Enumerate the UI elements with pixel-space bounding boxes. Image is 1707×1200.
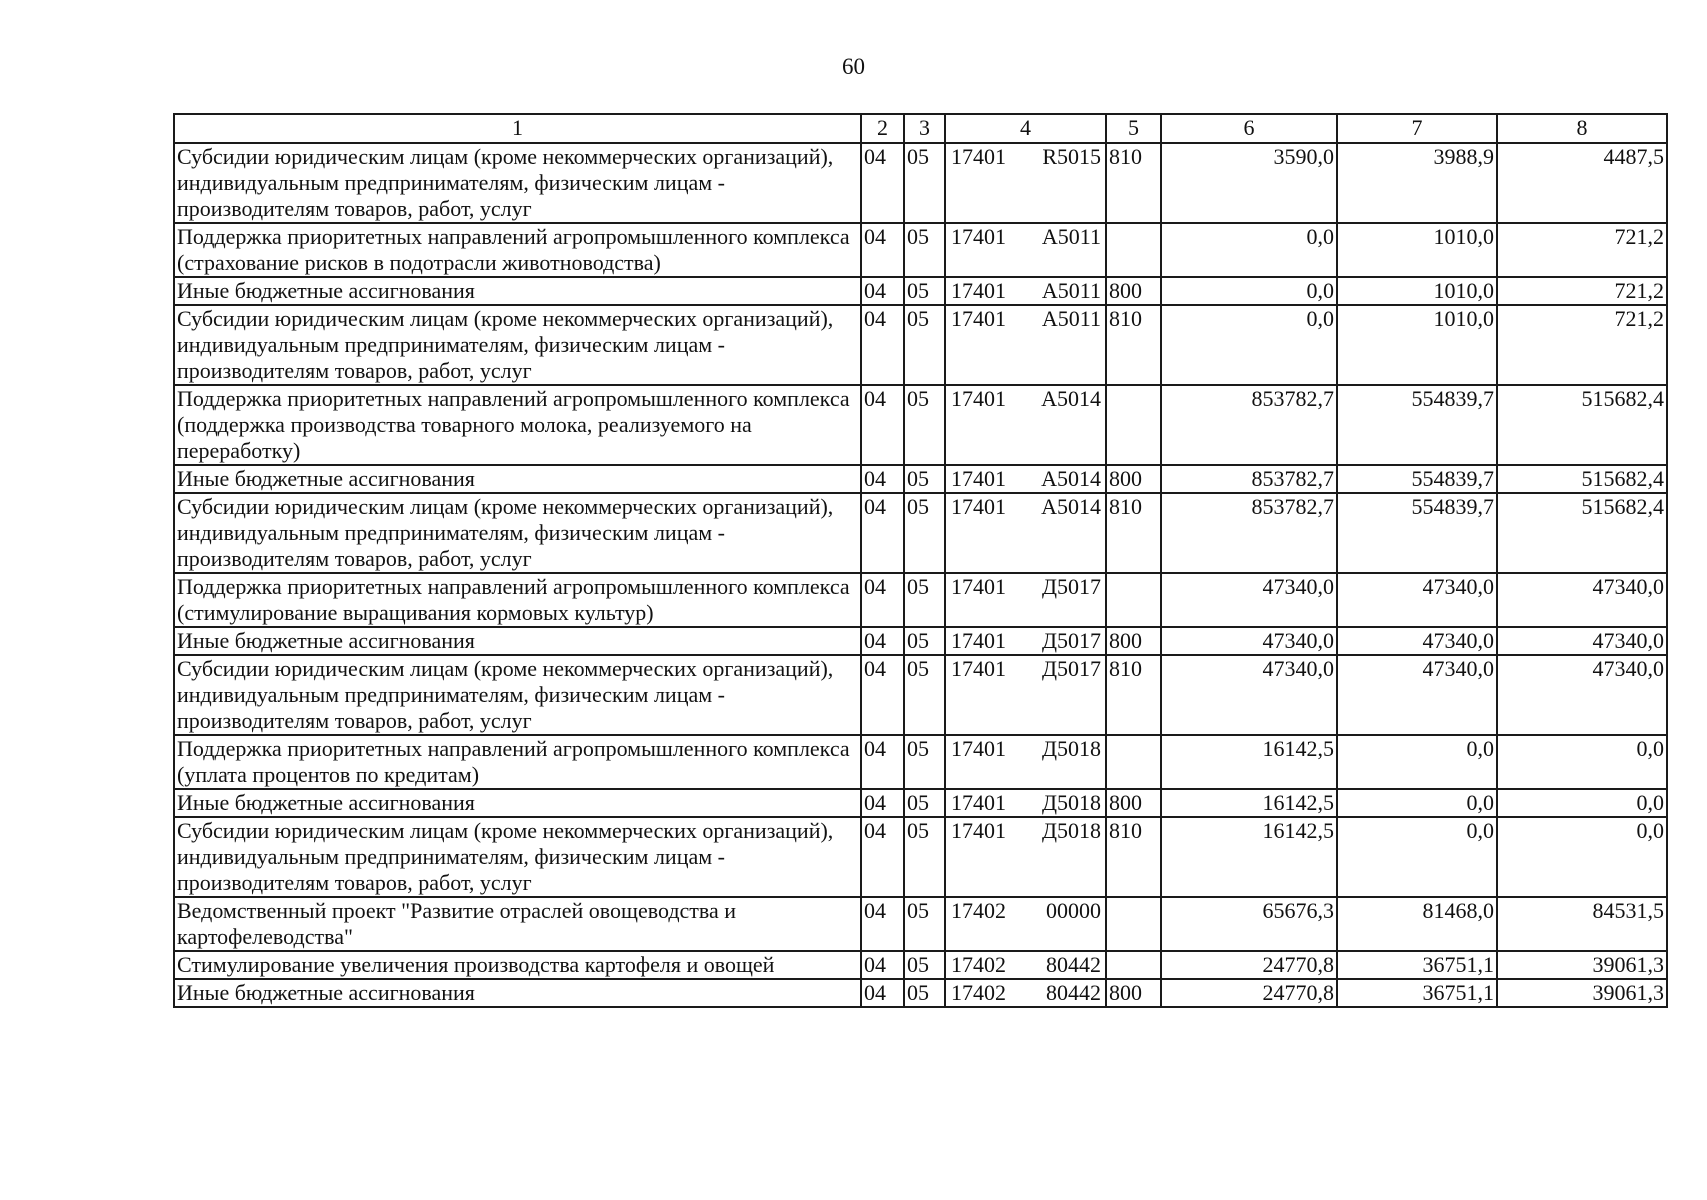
target-code-program: 17401 xyxy=(951,790,1006,815)
target-code-wrap xyxy=(948,574,1103,600)
table-row xyxy=(174,979,1667,1007)
row-section-code: 04 xyxy=(861,465,904,493)
target-code-program: 17401 xyxy=(951,306,1006,331)
target-code-direction: 80442 xyxy=(1046,952,1101,977)
target-code-direction: 00000 xyxy=(1046,898,1101,923)
target-code-program: 17401 xyxy=(951,628,1006,653)
row-value-col-8: 84531,5 xyxy=(1497,897,1667,951)
row-expense-type xyxy=(1106,573,1161,627)
row-name: Поддержка приоритетных направлений агропромышленного комплекса (уплата процентов по кредитам) xyxy=(174,735,861,789)
row-section-code: 04 xyxy=(861,493,904,573)
page-number: 60 xyxy=(842,54,865,79)
row-expense-type: 800 xyxy=(1106,627,1161,655)
row-value-col-6: 3590,0 xyxy=(1161,143,1337,223)
target-code-direction: Д5018 xyxy=(1041,736,1101,761)
row-target-code xyxy=(945,305,1106,385)
row-section-code: 04 xyxy=(861,897,904,951)
header-col-4: 4 xyxy=(945,114,1106,143)
row-target-code xyxy=(945,573,1106,627)
table-row xyxy=(174,627,1667,655)
row-value-col-7: 47340,0 xyxy=(1337,573,1497,627)
target-code-program: 17401 xyxy=(951,818,1006,843)
row-section-code: 04 xyxy=(861,789,904,817)
table-row xyxy=(174,655,1667,735)
target-code-wrap xyxy=(948,494,1103,520)
target-code-direction: Д5018 xyxy=(1041,818,1101,843)
row-expense-type: 800 xyxy=(1106,979,1161,1007)
row-section-code: 04 xyxy=(861,735,904,789)
row-name: Иные бюджетные ассигнования xyxy=(174,979,861,1007)
table-row xyxy=(174,305,1667,385)
header-row xyxy=(174,114,1667,143)
target-code-program: 17401 xyxy=(951,656,1006,681)
row-value-col-6: 16142,5 xyxy=(1161,789,1337,817)
target-code-program: 17401 xyxy=(951,224,1006,249)
target-code-direction: 80442 xyxy=(1046,980,1101,1005)
row-value-col-8: 47340,0 xyxy=(1497,655,1667,735)
target-code-program: 17401 xyxy=(951,574,1006,599)
target-code-direction: А5011 xyxy=(1041,224,1101,249)
target-code-wrap xyxy=(948,656,1103,682)
table-row xyxy=(174,897,1667,951)
row-target-code xyxy=(945,979,1106,1007)
target-code-wrap xyxy=(948,818,1103,844)
row-value-col-7: 0,0 xyxy=(1337,735,1497,789)
target-code-wrap xyxy=(948,898,1103,924)
row-target-code xyxy=(945,655,1106,735)
target-code-direction: А5011 xyxy=(1041,306,1101,331)
row-subsection-code: 05 xyxy=(904,735,945,789)
row-value-col-8: 0,0 xyxy=(1497,817,1667,897)
row-subsection-code: 05 xyxy=(904,573,945,627)
row-section-code: 04 xyxy=(861,385,904,465)
row-value-col-7: 47340,0 xyxy=(1337,655,1497,735)
row-name: Поддержка приоритетных направлений агропромышленного комплекса (стимулирование выращивания кормовых культур) xyxy=(174,573,861,627)
row-subsection-code: 05 xyxy=(904,385,945,465)
row-section-code: 04 xyxy=(861,655,904,735)
row-expense-type: 810 xyxy=(1106,493,1161,573)
table-row xyxy=(174,573,1667,627)
row-target-code xyxy=(945,277,1106,305)
row-subsection-code: 05 xyxy=(904,897,945,951)
row-value-col-6: 65676,3 xyxy=(1161,897,1337,951)
table-body xyxy=(174,143,1667,1007)
row-value-col-8: 515682,4 xyxy=(1497,493,1667,573)
row-value-col-6: 853782,7 xyxy=(1161,385,1337,465)
row-expense-type xyxy=(1106,385,1161,465)
row-name: Стимулирование увеличения производства картофеля и овощей xyxy=(174,951,861,979)
target-code-direction: Д5017 xyxy=(1041,574,1101,599)
row-value-col-8: 515682,4 xyxy=(1497,465,1667,493)
row-value-col-7: 0,0 xyxy=(1337,817,1497,897)
target-code-program: 17401 xyxy=(951,278,1006,303)
target-code-wrap xyxy=(948,736,1103,762)
row-expense-type xyxy=(1106,951,1161,979)
target-code-program: 17401 xyxy=(951,494,1006,519)
row-value-col-6: 0,0 xyxy=(1161,223,1337,277)
row-expense-type: 810 xyxy=(1106,143,1161,223)
row-subsection-code: 05 xyxy=(904,143,945,223)
header-col-6: 6 xyxy=(1161,114,1337,143)
row-target-code xyxy=(945,897,1106,951)
row-value-col-8: 39061,3 xyxy=(1497,979,1667,1007)
row-value-col-6: 47340,0 xyxy=(1161,627,1337,655)
row-value-col-6: 0,0 xyxy=(1161,305,1337,385)
row-name: Поддержка приоритетных направлений агропромышленного комплекса (поддержка производства товарного молока, реализуемого на переработку) xyxy=(174,385,861,465)
table-row xyxy=(174,735,1667,789)
row-value-col-7: 81468,0 xyxy=(1337,897,1497,951)
table-row xyxy=(174,817,1667,897)
row-value-col-8: 721,2 xyxy=(1497,277,1667,305)
header-col-3: 3 xyxy=(904,114,945,143)
row-value-col-6: 47340,0 xyxy=(1161,573,1337,627)
row-name: Ведомственный проект "Развитие отраслей овощеводства и картофелеводства" xyxy=(174,897,861,951)
target-code-wrap xyxy=(948,386,1103,412)
row-expense-type: 810 xyxy=(1106,817,1161,897)
row-value-col-7: 36751,1 xyxy=(1337,979,1497,1007)
table-row xyxy=(174,223,1667,277)
row-value-col-6: 16142,5 xyxy=(1161,735,1337,789)
row-expense-type xyxy=(1106,735,1161,789)
target-code-program: 17401 xyxy=(951,386,1006,411)
target-code-wrap xyxy=(948,306,1103,332)
target-code-program: 17402 xyxy=(951,898,1006,923)
table-row xyxy=(174,143,1667,223)
row-section-code: 04 xyxy=(861,627,904,655)
row-value-col-8: 0,0 xyxy=(1497,735,1667,789)
row-value-col-8: 4487,5 xyxy=(1497,143,1667,223)
row-expense-type xyxy=(1106,223,1161,277)
row-subsection-code: 05 xyxy=(904,951,945,979)
row-target-code xyxy=(945,817,1106,897)
row-value-col-7: 0,0 xyxy=(1337,789,1497,817)
row-value-col-6: 853782,7 xyxy=(1161,465,1337,493)
target-code-wrap xyxy=(948,952,1103,978)
row-target-code xyxy=(945,385,1106,465)
row-name: Иные бюджетные ассигнования xyxy=(174,627,861,655)
row-name: Иные бюджетные ассигнования xyxy=(174,789,861,817)
header-col-5: 5 xyxy=(1106,114,1161,143)
header-col-7: 7 xyxy=(1337,114,1497,143)
target-code-wrap xyxy=(948,980,1103,1006)
row-value-col-6: 24770,8 xyxy=(1161,979,1337,1007)
row-section-code: 04 xyxy=(861,573,904,627)
row-value-col-6: 47340,0 xyxy=(1161,655,1337,735)
row-section-code: 04 xyxy=(861,979,904,1007)
row-value-col-6: 16142,5 xyxy=(1161,817,1337,897)
row-section-code: 04 xyxy=(861,143,904,223)
row-subsection-code: 05 xyxy=(904,655,945,735)
row-subsection-code: 05 xyxy=(904,305,945,385)
row-subsection-code: 05 xyxy=(904,493,945,573)
row-value-col-7: 36751,1 xyxy=(1337,951,1497,979)
row-expense-type: 810 xyxy=(1106,655,1161,735)
row-value-col-8: 47340,0 xyxy=(1497,573,1667,627)
row-target-code xyxy=(945,143,1106,223)
row-name: Субсидии юридическим лицам (кроме некоммерческих организаций), индивидуальным предпринимателям, физическим лицам - производителям товаров, работ, услуг xyxy=(174,655,861,735)
row-expense-type: 800 xyxy=(1106,789,1161,817)
row-subsection-code: 05 xyxy=(904,817,945,897)
row-value-col-7: 554839,7 xyxy=(1337,493,1497,573)
row-value-col-8: 721,2 xyxy=(1497,223,1667,277)
row-name: Субсидии юридическим лицам (кроме некоммерческих организаций), индивидуальным предпринимателям, физическим лицам - производителям товаров, работ, услуг xyxy=(174,493,861,573)
row-target-code xyxy=(945,493,1106,573)
target-code-direction: Д5017 xyxy=(1041,656,1101,681)
row-value-col-7: 554839,7 xyxy=(1337,385,1497,465)
row-name: Иные бюджетные ассигнования xyxy=(174,277,861,305)
table-header xyxy=(174,114,1667,143)
row-section-code: 04 xyxy=(861,223,904,277)
row-subsection-code: 05 xyxy=(904,979,945,1007)
target-code-direction: Д5018 xyxy=(1041,790,1101,815)
table-row xyxy=(174,385,1667,465)
row-expense-type: 800 xyxy=(1106,277,1161,305)
row-value-col-7: 47340,0 xyxy=(1337,627,1497,655)
row-name: Субсидии юридическим лицам (кроме некоммерческих организаций), индивидуальным предпринимателям, физическим лицам - производителям товаров, работ, услуг xyxy=(174,817,861,897)
budget-table xyxy=(173,113,1668,1008)
table-row xyxy=(174,465,1667,493)
header-col-2: 2 xyxy=(861,114,904,143)
row-name: Субсидии юридическим лицам (кроме некоммерческих организаций), индивидуальным предпринимателям, физическим лицам - производителям товаров, работ, услуг xyxy=(174,305,861,385)
row-subsection-code: 05 xyxy=(904,465,945,493)
target-code-direction: А5014 xyxy=(1041,466,1101,491)
row-expense-type xyxy=(1106,897,1161,951)
target-code-direction: А5014 xyxy=(1041,386,1101,411)
row-target-code xyxy=(945,951,1106,979)
target-code-program: 17401 xyxy=(951,466,1006,491)
row-subsection-code: 05 xyxy=(904,789,945,817)
row-target-code xyxy=(945,789,1106,817)
row-value-col-7: 3988,9 xyxy=(1337,143,1497,223)
table-row xyxy=(174,277,1667,305)
row-target-code xyxy=(945,465,1106,493)
target-code-program: 17402 xyxy=(951,980,1006,1005)
row-value-col-6: 853782,7 xyxy=(1161,493,1337,573)
target-code-direction: А5014 xyxy=(1041,494,1101,519)
row-value-col-8: 515682,4 xyxy=(1497,385,1667,465)
row-value-col-8: 721,2 xyxy=(1497,305,1667,385)
row-value-col-7: 1010,0 xyxy=(1337,277,1497,305)
row-section-code: 04 xyxy=(861,817,904,897)
row-section-code: 04 xyxy=(861,951,904,979)
row-subsection-code: 05 xyxy=(904,223,945,277)
row-expense-type: 810 xyxy=(1106,305,1161,385)
table-row xyxy=(174,951,1667,979)
table-row xyxy=(174,493,1667,573)
row-value-col-7: 1010,0 xyxy=(1337,305,1497,385)
row-section-code: 04 xyxy=(861,305,904,385)
target-code-wrap xyxy=(948,144,1103,170)
row-name: Субсидии юридическим лицам (кроме некоммерческих организаций), индивидуальным предпринимателям, физическим лицам - производителям товаров, работ, услуг xyxy=(174,143,861,223)
row-value-col-8: 47340,0 xyxy=(1497,627,1667,655)
row-subsection-code: 05 xyxy=(904,277,945,305)
target-code-program: 17401 xyxy=(951,144,1006,169)
row-value-col-8: 39061,3 xyxy=(1497,951,1667,979)
target-code-wrap xyxy=(948,628,1103,654)
header-col-1: 1 xyxy=(174,114,861,143)
row-target-code xyxy=(945,735,1106,789)
target-code-wrap xyxy=(948,466,1103,492)
row-value-col-8: 0,0 xyxy=(1497,789,1667,817)
row-value-col-7: 1010,0 xyxy=(1337,223,1497,277)
target-code-program: 17402 xyxy=(951,952,1006,977)
target-code-wrap xyxy=(948,790,1103,816)
row-target-code xyxy=(945,627,1106,655)
target-code-direction: R5015 xyxy=(1042,144,1101,169)
target-code-direction: А5011 xyxy=(1041,278,1101,303)
target-code-wrap xyxy=(948,278,1103,304)
row-value-col-6: 24770,8 xyxy=(1161,951,1337,979)
row-name: Поддержка приоритетных направлений агропромышленного комплекса (страхование рисков в подотрасли животноводства) xyxy=(174,223,861,277)
row-expense-type: 800 xyxy=(1106,465,1161,493)
row-value-col-7: 554839,7 xyxy=(1337,465,1497,493)
row-target-code xyxy=(945,223,1106,277)
target-code-program: 17401 xyxy=(951,736,1006,761)
header-col-8: 8 xyxy=(1497,114,1667,143)
row-name: Иные бюджетные ассигнования xyxy=(174,465,861,493)
table-row xyxy=(174,789,1667,817)
row-subsection-code: 05 xyxy=(904,627,945,655)
row-section-code: 04 xyxy=(861,277,904,305)
target-code-direction: Д5017 xyxy=(1041,628,1101,653)
row-value-col-6: 0,0 xyxy=(1161,277,1337,305)
target-code-wrap xyxy=(948,224,1103,250)
